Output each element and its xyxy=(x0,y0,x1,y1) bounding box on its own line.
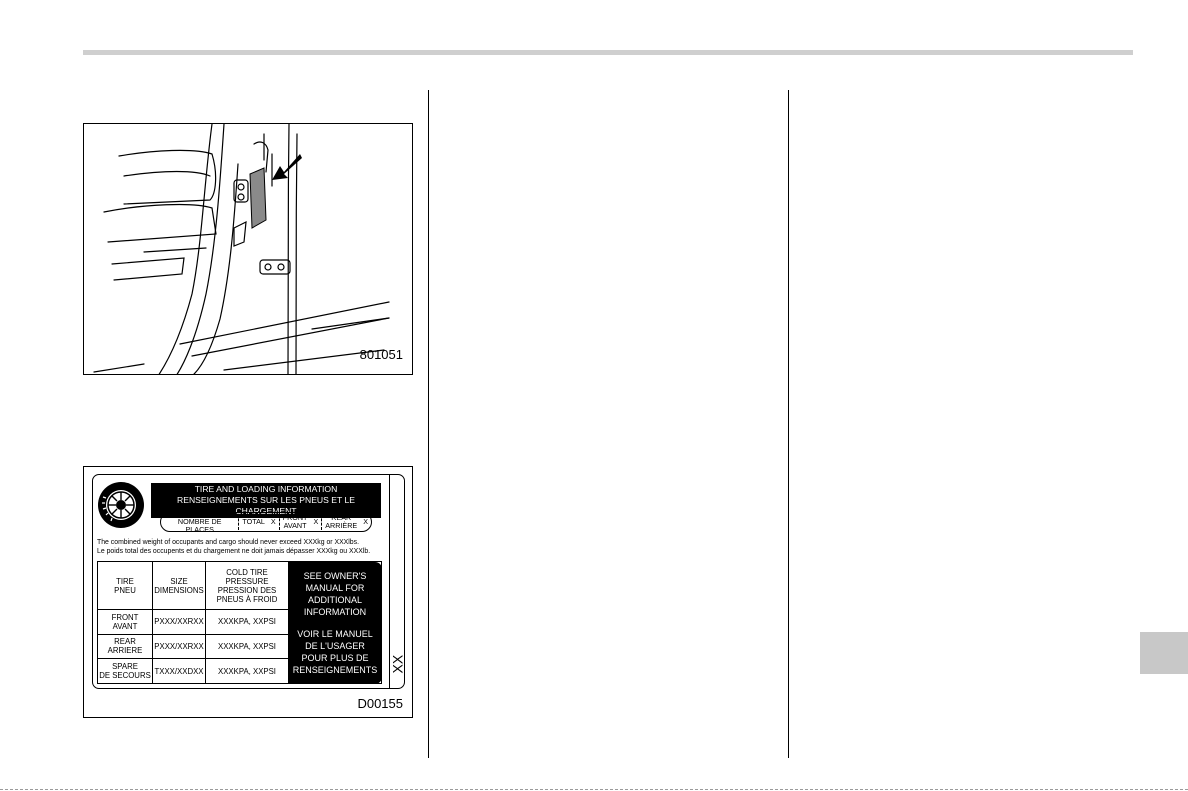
header-pressure-1: COLD TIRE PRESSURE xyxy=(225,567,269,586)
weight-notice-fr: Le poids total des occupents et du chargement ne doit jamais dépasser XXXkg ou XXXlb. xyxy=(97,548,371,555)
header-tire xyxy=(98,562,153,610)
figure-door-pillar xyxy=(83,123,413,375)
figure-tire-label xyxy=(83,466,413,718)
header-rule xyxy=(83,50,1133,55)
row-spare-name-en: SPARE xyxy=(112,662,138,672)
manual-note-fr-3: POUR PLUS DE xyxy=(301,652,369,663)
row-rear-name-fr: ARRIERE xyxy=(107,646,143,656)
header-tire-fr: PNEU xyxy=(114,585,136,595)
seating-capacity-en: SEATING CAPACITY xyxy=(165,509,234,518)
header-size-en: SIZE xyxy=(170,576,188,586)
seating-capacity-row xyxy=(160,509,372,534)
row-spare-size: TXXX/XXDXX xyxy=(153,659,206,684)
row-rear-name xyxy=(98,634,153,659)
row-spare-name-fr: DE SECOURS xyxy=(99,671,151,681)
door-pillar-illustration xyxy=(84,124,413,375)
manual-note-en-3: ADDITIONAL xyxy=(307,594,362,605)
seating-capacity-fr: NOMBRE DE PLACES xyxy=(177,517,222,534)
placard-title-en: TIRE AND LOADING INFORMATION xyxy=(194,484,338,494)
total-value: X xyxy=(270,517,276,526)
column-divider-1 xyxy=(428,90,429,758)
row-front-name-en: FRONT xyxy=(111,612,139,622)
row-front-name-fr: AVANT xyxy=(112,621,138,631)
header-size-fr: DIMENSIONS xyxy=(154,585,204,595)
front-seat-fr: AVANT xyxy=(283,521,307,530)
manual-note-fr-1: VOIR LE MANUEL xyxy=(297,628,373,639)
rear-seat-value: X xyxy=(363,517,368,526)
table-header-row xyxy=(98,562,382,610)
front-seat-en: FRONT xyxy=(282,513,308,522)
tire-pressure-table xyxy=(97,561,382,684)
column-divider-2 xyxy=(788,90,789,758)
rear-seat-label xyxy=(322,514,360,530)
placard-side-code: XX xyxy=(389,654,406,674)
row-rear-size: PXXX/XXRXX xyxy=(153,634,206,659)
manual-note-en-1: SEE OWNER'S xyxy=(303,570,367,581)
row-front-name xyxy=(98,610,153,635)
rear-seat-fr: ARRIÈRE xyxy=(325,521,358,530)
front-seat-value: X xyxy=(313,517,319,526)
weight-notice-en: The combined weight of occupants and cargo should never exceed XXXkg or XXXlbs. xyxy=(97,539,359,546)
placard-title-fr: RENSEIGNEMENTS SUR LES PNEUS ET LE CHARGEMENT xyxy=(177,495,355,516)
row-front-size: PXXX/XXRXX xyxy=(153,610,206,635)
tire-placard xyxy=(92,474,405,689)
figure-code: D00155 xyxy=(357,696,403,711)
header-pressure-2: PRESSION DES xyxy=(217,585,277,595)
total-label: TOTAL xyxy=(242,517,265,526)
header-size xyxy=(153,562,206,610)
row-rear-name-en: REAR xyxy=(114,637,136,647)
manual-note-en-4: INFORMATION xyxy=(303,606,367,617)
row-spare-pressure: XXXKPA, XXPSI xyxy=(206,659,289,684)
tire-icon xyxy=(97,481,145,529)
owners-manual-note xyxy=(289,562,382,684)
row-spare-name xyxy=(98,659,153,684)
figure-code: 801051 xyxy=(359,347,403,362)
header-pressure-3: PNEUS À FROID xyxy=(216,594,278,604)
manual-note-fr-4: RENSEIGNEMENTS xyxy=(292,664,378,675)
front-seat-label xyxy=(280,514,311,530)
manual-note-en-2: MANUAL FOR xyxy=(305,582,365,593)
section-tab xyxy=(1140,632,1188,674)
header-pressure xyxy=(206,562,289,610)
page-bottom-edge xyxy=(0,789,1188,790)
row-front-pressure: XXXKPA, XXPSI xyxy=(206,610,289,635)
rear-seat-en: REAR xyxy=(331,513,352,522)
manual-note-fr-2: DE L'USAGER xyxy=(305,640,365,651)
row-rear-pressure: XXXKPA, XXPSI xyxy=(206,634,289,659)
seating-capacity-label xyxy=(161,510,238,534)
weight-notice xyxy=(97,538,387,556)
header-tire-en: TIRE xyxy=(116,576,134,586)
